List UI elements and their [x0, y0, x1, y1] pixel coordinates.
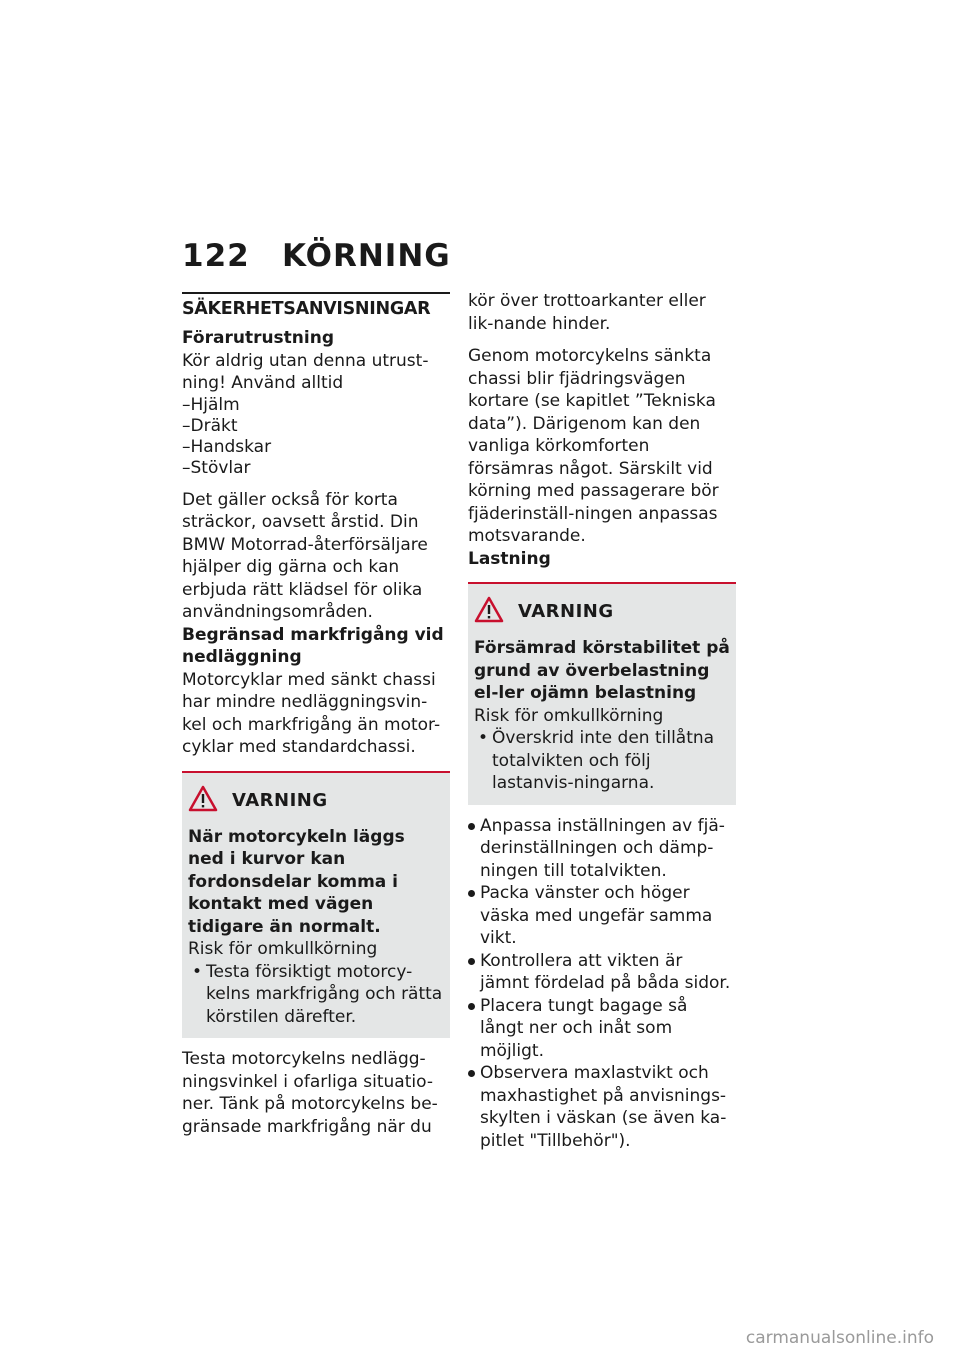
equipment-intro: Kör aldrig utan denna utrust-ning! Använd alltid: [182, 350, 429, 393]
warning-box: [182, 771, 450, 1039]
warning-box: [468, 582, 736, 805]
equipment-list: [182, 395, 450, 479]
warning-risk: Risk för omkullkörning: [188, 939, 378, 959]
warning-headline: När motorcykeln läggs ned i kurvor kan fordonsdelar komma i kontakt med vägen tidigare än normalt.: [188, 826, 405, 937]
page-number: 122: [182, 238, 250, 274]
warning-triangle-icon: [474, 596, 504, 627]
right-column: [468, 290, 736, 1152]
page-header: [182, 238, 451, 274]
warning-title: [188, 785, 444, 816]
ground-clearance-text: Motorcyklar med sänkt chassi har mindre nedläggningsvin-kel och markfrigång än motor-cyklar med standardchassi.: [182, 669, 441, 757]
equipment-note: Det gäller också för korta sträckor, oavsett årstid. Din BMW Motorrad-återförsäljare hjälper dig gärna och kan erbjuda rätt klädsel för olika användningsområden.: [182, 489, 428, 622]
equipment-title: Förarutrustning: [182, 328, 335, 348]
list-item: Placera tungt bagage så långt ner och inåt som möjligt.: [468, 995, 736, 1063]
warning-triangle-icon: [188, 785, 218, 816]
list-item: –Dräkt: [182, 415, 238, 436]
chapter-title: KÖRNING: [282, 238, 451, 274]
list-item: –Handskar: [182, 436, 272, 457]
after-warning-text: Testa motorcykelns nedlägg-ningsvinkel i ofarliga situatio-ner. Tänk på motorcykelns be-gränsade markfrigång när du: [182, 1049, 438, 1137]
loading-title: Lastning: [468, 548, 551, 569]
loading-list: [468, 815, 736, 1153]
warning-bullets: [474, 727, 730, 795]
warning-label: VARNING: [518, 601, 614, 622]
list-item: Observera maxlastvikt och maxhastighet på anvisnings-skylten i väskan (se även ka-pitlet "Tillbehör").: [468, 1062, 736, 1152]
watermark: carmanualsonline.info: [745, 1328, 934, 1348]
continued-text: kör över trottoarkanter eller lik-nande hinder.: [468, 291, 706, 334]
list-item: –Stövlar: [182, 457, 251, 478]
list-item: Packa vänster och höger väska med ungefär samma vikt.: [468, 882, 736, 950]
warning-risk: Risk för omkullkörning: [474, 705, 664, 726]
list-item: • Testa försiktigt motorcy-kelns markfrigång och rätta körstilen därefter.: [188, 961, 444, 1029]
left-column: [182, 292, 450, 1138]
list-item: Kontrollera att vikten är jämnt fördelad på båda sidor.: [468, 950, 736, 995]
warning-bullets: [188, 961, 444, 1029]
warning-label: VARNING: [232, 789, 328, 811]
list-item: Anpassa inställningen av fjä-derinställningen och dämp-ningen till totalvikten.: [468, 815, 736, 883]
warning-title: [474, 596, 730, 627]
warning-headline: Försämrad körstabilitet på grund av överbelastning el-ler ojämn belastning: [474, 638, 730, 703]
ground-clearance-title: Begränsad markfrigång vid nedläggning: [182, 624, 444, 667]
chassis-text: Genom motorcykelns sänkta chassi blir fjädringsvägen kortare (se kapitlet ”Tekniska data”). Därigenom kan den vanliga körkomforten försämras något. Särskilt vid körning med passagerare bör fjäderinställ-ningen anpassas motsvarande.: [468, 346, 719, 546]
list-item: • Överskrid inte den tillåtna totalvikten och följ lastanvis-ningarna.: [474, 727, 730, 795]
section-title: SÄKERHETSANVISNINGAR: [182, 292, 450, 319]
list-item: –Hjälm: [182, 394, 240, 415]
